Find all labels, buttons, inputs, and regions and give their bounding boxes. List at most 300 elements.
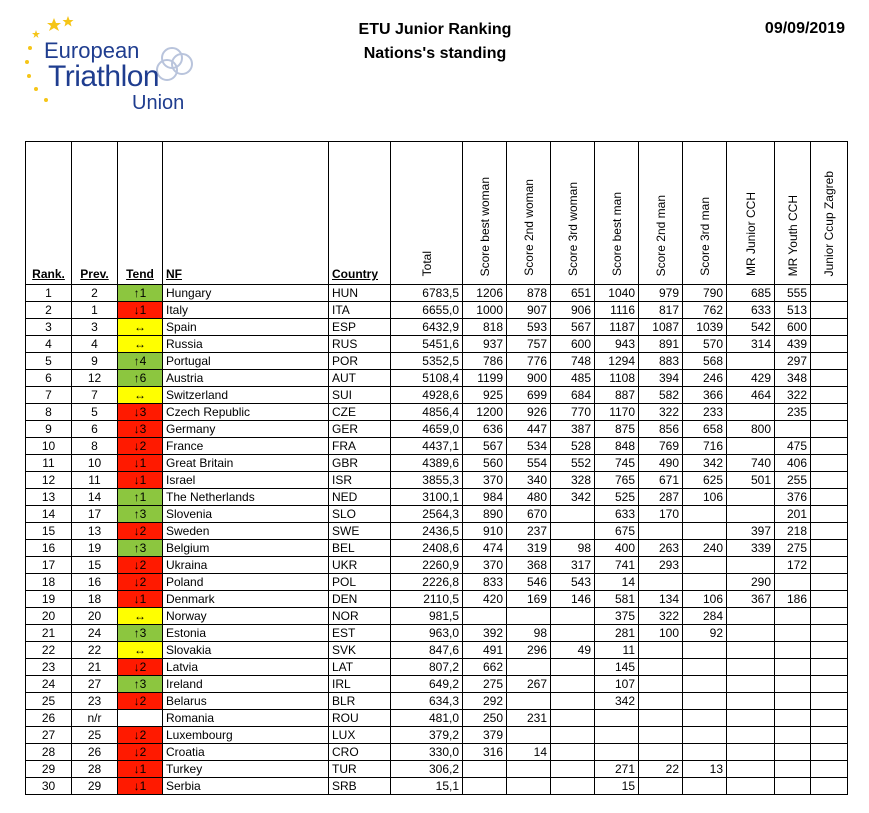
table-row <box>26 370 848 387</box>
tend-cell: ↓2 <box>118 574 163 591</box>
best-woman-cell: 491 <box>463 642 507 659</box>
table-row <box>26 642 848 659</box>
col-ccup-zagreb <box>811 142 848 285</box>
ranking-table <box>25 141 848 795</box>
best-woman-cell: 420 <box>463 591 507 608</box>
best-man-cell <box>595 744 639 761</box>
mr-youth-cell: 600 <box>775 319 811 336</box>
tend-cell: ↓1 <box>118 591 163 608</box>
prev-cell: 27 <box>72 676 118 693</box>
prev-cell: 7 <box>72 387 118 404</box>
etu-logo <box>22 12 202 114</box>
rank-cell: 28 <box>26 744 72 761</box>
2nd-woman-cell: 98 <box>507 625 551 642</box>
tend-cell <box>118 710 163 727</box>
3rd-man-cell: 570 <box>683 336 727 353</box>
table-row <box>26 302 848 319</box>
prev-cell: 11 <box>72 472 118 489</box>
rank-cell: 2 <box>26 302 72 319</box>
best-man-cell <box>595 710 639 727</box>
3rd-man-cell <box>683 710 727 727</box>
tend-cell: ↔ <box>118 642 163 659</box>
col-nf: NF <box>163 142 329 285</box>
best-man-cell: 145 <box>595 659 639 676</box>
mr-junior-cell: 429 <box>727 370 775 387</box>
2nd-man-cell: 394 <box>639 370 683 387</box>
3rd-man-cell: 284 <box>683 608 727 625</box>
mr-junior-cell <box>727 710 775 727</box>
ccup-zagreb-cell <box>811 693 848 710</box>
best-woman-cell: 910 <box>463 523 507 540</box>
country-cell: ESP <box>329 319 391 336</box>
table-row <box>26 608 848 625</box>
total-cell: 4389,6 <box>391 455 463 472</box>
table-row <box>26 506 848 523</box>
mr-youth-cell <box>775 642 811 659</box>
table-row <box>26 727 848 744</box>
tend-cell: ↓2 <box>118 727 163 744</box>
3rd-woman-cell <box>551 710 595 727</box>
3rd-woman-cell: 906 <box>551 302 595 319</box>
col-ccup-zagreb-label: Junior Ccup Zagreb <box>822 170 836 276</box>
total-cell: 3100,1 <box>391 489 463 506</box>
best-man-cell: 281 <box>595 625 639 642</box>
prev-cell: 15 <box>72 557 118 574</box>
rank-cell: 7 <box>26 387 72 404</box>
nf-cell: Czech Republic <box>163 404 329 421</box>
nf-cell: Israel <box>163 472 329 489</box>
ccup-zagreb-cell <box>811 744 848 761</box>
3rd-man-cell <box>683 778 727 795</box>
mr-youth-cell: 322 <box>775 387 811 404</box>
tend-cell: ↓3 <box>118 421 163 438</box>
country-cell: ISR <box>329 472 391 489</box>
table-row <box>26 693 848 710</box>
prev-cell: 21 <box>72 659 118 676</box>
ccup-zagreb-cell <box>811 421 848 438</box>
2nd-man-cell: 891 <box>639 336 683 353</box>
2nd-man-cell: 22 <box>639 761 683 778</box>
best-woman-cell: 786 <box>463 353 507 370</box>
best-man-cell: 15 <box>595 778 639 795</box>
nf-cell: Italy <box>163 302 329 319</box>
table-row <box>26 438 848 455</box>
mr-youth-cell: 275 <box>775 540 811 557</box>
mr-junior-cell <box>727 625 775 642</box>
ccup-zagreb-cell <box>811 489 848 506</box>
2nd-man-cell <box>639 659 683 676</box>
ccup-zagreb-cell <box>811 625 848 642</box>
table-row <box>26 285 848 302</box>
mr-junior-cell <box>727 693 775 710</box>
total-cell: 4659,0 <box>391 421 463 438</box>
2nd-woman-cell: 699 <box>507 387 551 404</box>
ccup-zagreb-cell <box>811 591 848 608</box>
mr-youth-cell: 235 <box>775 404 811 421</box>
col-2nd-woman <box>507 142 551 285</box>
col-3rd-man <box>683 142 727 285</box>
2nd-woman-cell: 593 <box>507 319 551 336</box>
total-cell: 2408,6 <box>391 540 463 557</box>
best-woman-cell: 370 <box>463 472 507 489</box>
2nd-woman-cell <box>507 659 551 676</box>
mr-youth-cell: 218 <box>775 523 811 540</box>
ccup-zagreb-cell <box>811 319 848 336</box>
2nd-man-cell <box>639 727 683 744</box>
nf-cell: Croatia <box>163 744 329 761</box>
ccup-zagreb-cell <box>811 523 848 540</box>
3rd-man-cell: 716 <box>683 438 727 455</box>
mr-junior-cell: 339 <box>727 540 775 557</box>
best-woman-cell: 636 <box>463 421 507 438</box>
tend-cell: ↔ <box>118 387 163 404</box>
mr-youth-cell <box>775 676 811 693</box>
tend-cell: ↑4 <box>118 353 163 370</box>
mr-youth-cell <box>775 778 811 795</box>
best-man-cell: 271 <box>595 761 639 778</box>
country-cell: SLO <box>329 506 391 523</box>
2nd-woman-cell: 231 <box>507 710 551 727</box>
total-cell: 981,5 <box>391 608 463 625</box>
logo-star-icon <box>63 16 74 27</box>
prev-cell: 22 <box>72 642 118 659</box>
3rd-woman-cell: 684 <box>551 387 595 404</box>
mr-youth-cell: 201 <box>775 506 811 523</box>
3rd-woman-cell: 600 <box>551 336 595 353</box>
3rd-woman-cell <box>551 608 595 625</box>
col-best-woman-label: Score best woman <box>477 176 492 276</box>
best-woman-cell: 890 <box>463 506 507 523</box>
2nd-man-cell <box>639 676 683 693</box>
3rd-woman-cell <box>551 727 595 744</box>
ccup-zagreb-cell <box>811 285 848 302</box>
total-cell: 6783,5 <box>391 285 463 302</box>
best-man-cell: 848 <box>595 438 639 455</box>
tend-cell: ↑1 <box>118 489 163 506</box>
3rd-woman-cell <box>551 506 595 523</box>
best-woman-cell <box>463 778 507 795</box>
country-cell: NOR <box>329 608 391 625</box>
table-row <box>26 778 848 795</box>
country-cell: SUI <box>329 387 391 404</box>
best-man-cell: 581 <box>595 591 639 608</box>
3rd-woman-cell: 770 <box>551 404 595 421</box>
table-row <box>26 319 848 336</box>
prev-cell: 3 <box>72 319 118 336</box>
rank-cell: 30 <box>26 778 72 795</box>
3rd-man-cell: 625 <box>683 472 727 489</box>
report-title-line2: Nations's standing <box>363 45 507 62</box>
nf-cell: Hungary <box>163 285 329 302</box>
tend-cell: ↔ <box>118 608 163 625</box>
best-man-cell: 342 <box>595 693 639 710</box>
total-cell: 5451,6 <box>391 336 463 353</box>
3rd-man-cell: 92 <box>683 625 727 642</box>
3rd-man-cell <box>683 676 727 693</box>
3rd-man-cell: 246 <box>683 370 727 387</box>
tend-cell: ↑3 <box>118 625 163 642</box>
prev-cell: 4 <box>72 336 118 353</box>
mr-junior-cell: 800 <box>727 421 775 438</box>
2nd-man-cell: 671 <box>639 472 683 489</box>
2nd-man-cell <box>639 710 683 727</box>
country-cell: FRA <box>329 438 391 455</box>
mr-youth-cell <box>775 693 811 710</box>
mr-junior-cell: 290 <box>727 574 775 591</box>
tend-cell: ↓2 <box>118 659 163 676</box>
prev-cell: 23 <box>72 693 118 710</box>
tend-cell: ↓3 <box>118 404 163 421</box>
total-cell: 379,2 <box>391 727 463 744</box>
2nd-man-cell: 817 <box>639 302 683 319</box>
mr-junior-cell <box>727 353 775 370</box>
ccup-zagreb-cell <box>811 336 848 353</box>
best-woman-cell: 567 <box>463 438 507 455</box>
3rd-woman-cell: 49 <box>551 642 595 659</box>
3rd-woman-cell <box>551 625 595 642</box>
mr-youth-cell: 376 <box>775 489 811 506</box>
mr-youth-cell: 513 <box>775 302 811 319</box>
rank-cell: 1 <box>26 285 72 302</box>
3rd-man-cell: 13 <box>683 761 727 778</box>
rank-cell: 26 <box>26 710 72 727</box>
2nd-man-cell: 322 <box>639 404 683 421</box>
table-row <box>26 472 848 489</box>
mr-junior-cell: 740 <box>727 455 775 472</box>
country-cell: TUR <box>329 761 391 778</box>
best-man-cell: 1294 <box>595 353 639 370</box>
total-cell: 15,1 <box>391 778 463 795</box>
3rd-woman-cell: 485 <box>551 370 595 387</box>
2nd-woman-cell: 480 <box>507 489 551 506</box>
best-man-cell: 1170 <box>595 404 639 421</box>
table-row <box>26 557 848 574</box>
country-cell: SVK <box>329 642 391 659</box>
total-cell: 807,2 <box>391 659 463 676</box>
3rd-woman-cell <box>551 693 595 710</box>
mr-junior-cell: 464 <box>727 387 775 404</box>
tend-cell: ↑3 <box>118 540 163 557</box>
ccup-zagreb-cell <box>811 676 848 693</box>
tend-cell: ↓1 <box>118 302 163 319</box>
mr-junior-cell <box>727 744 775 761</box>
logo-word-european: European <box>44 38 140 63</box>
total-cell: 2260,9 <box>391 557 463 574</box>
prev-cell: 12 <box>72 370 118 387</box>
report-date: 09/09/2019 <box>764 20 845 37</box>
col-best-man <box>595 142 639 285</box>
prev-cell: 14 <box>72 489 118 506</box>
country-cell: UKR <box>329 557 391 574</box>
col-best-woman <box>463 142 507 285</box>
mr-youth-cell: 475 <box>775 438 811 455</box>
best-woman-cell <box>463 761 507 778</box>
mr-youth-cell <box>775 608 811 625</box>
ccup-zagreb-cell <box>811 387 848 404</box>
country-cell: LAT <box>329 659 391 676</box>
2nd-woman-cell: 776 <box>507 353 551 370</box>
best-woman-cell: 818 <box>463 319 507 336</box>
prev-cell: 29 <box>72 778 118 795</box>
3rd-woman-cell: 543 <box>551 574 595 591</box>
3rd-man-cell: 106 <box>683 489 727 506</box>
total-cell: 2564,3 <box>391 506 463 523</box>
nf-cell: Poland <box>163 574 329 591</box>
rank-cell: 22 <box>26 642 72 659</box>
mr-junior-cell <box>727 557 775 574</box>
2nd-man-cell: 883 <box>639 353 683 370</box>
nf-cell: Slovakia <box>163 642 329 659</box>
total-cell: 2436,5 <box>391 523 463 540</box>
best-woman-cell: 275 <box>463 676 507 693</box>
2nd-man-cell <box>639 744 683 761</box>
mr-youth-cell <box>775 574 811 591</box>
country-cell: RUS <box>329 336 391 353</box>
nf-cell: Austria <box>163 370 329 387</box>
col-mr-youth <box>775 142 811 285</box>
table-row <box>26 676 848 693</box>
total-cell: 4856,4 <box>391 404 463 421</box>
col-total <box>391 142 463 285</box>
country-cell: HUN <box>329 285 391 302</box>
3rd-man-cell: 790 <box>683 285 727 302</box>
rank-cell: 10 <box>26 438 72 455</box>
total-cell: 6432,9 <box>391 319 463 336</box>
nf-cell: Estonia <box>163 625 329 642</box>
best-man-cell <box>595 727 639 744</box>
logo-word-triathlon: Triathlon <box>48 60 160 93</box>
country-cell: POR <box>329 353 391 370</box>
ccup-zagreb-cell <box>811 353 848 370</box>
best-woman-cell: 937 <box>463 336 507 353</box>
best-woman-cell <box>463 608 507 625</box>
2nd-woman-cell <box>507 761 551 778</box>
best-man-cell: 1108 <box>595 370 639 387</box>
ranking-body <box>26 285 848 795</box>
tend-cell: ↔ <box>118 336 163 353</box>
country-cell: NED <box>329 489 391 506</box>
table-row <box>26 659 848 676</box>
mr-junior-cell: 314 <box>727 336 775 353</box>
tend-cell: ↓2 <box>118 693 163 710</box>
best-man-cell: 765 <box>595 472 639 489</box>
3rd-woman-cell: 567 <box>551 319 595 336</box>
prev-cell: 13 <box>72 523 118 540</box>
best-man-cell: 875 <box>595 421 639 438</box>
best-woman-cell: 662 <box>463 659 507 676</box>
2nd-woman-cell: 900 <box>507 370 551 387</box>
2nd-woman-cell: 534 <box>507 438 551 455</box>
table-row <box>26 336 848 353</box>
nf-cell: Germany <box>163 421 329 438</box>
nf-cell: Luxembourg <box>163 727 329 744</box>
best-woman-cell: 292 <box>463 693 507 710</box>
country-cell: GBR <box>329 455 391 472</box>
table-row <box>26 404 848 421</box>
2nd-woman-cell: 546 <box>507 574 551 591</box>
3rd-man-cell: 762 <box>683 302 727 319</box>
prev-cell: 24 <box>72 625 118 642</box>
2nd-woman-cell: 296 <box>507 642 551 659</box>
3rd-woman-cell <box>551 523 595 540</box>
rank-cell: 5 <box>26 353 72 370</box>
3rd-man-cell: 1039 <box>683 319 727 336</box>
best-woman-cell: 1000 <box>463 302 507 319</box>
3rd-man-cell <box>683 557 727 574</box>
mr-youth-cell <box>775 727 811 744</box>
mr-junior-cell <box>727 438 775 455</box>
rank-cell: 27 <box>26 727 72 744</box>
tend-cell: ↑6 <box>118 370 163 387</box>
mr-junior-cell <box>727 404 775 421</box>
2nd-man-cell <box>639 778 683 795</box>
2nd-woman-cell: 926 <box>507 404 551 421</box>
2nd-man-cell: 287 <box>639 489 683 506</box>
2nd-woman-cell: 237 <box>507 523 551 540</box>
mr-junior-cell <box>727 642 775 659</box>
nf-cell: Romania <box>163 710 329 727</box>
rank-cell: 15 <box>26 523 72 540</box>
logo-star-icon <box>32 30 40 38</box>
nf-cell: Switzerland <box>163 387 329 404</box>
2nd-woman-cell: 878 <box>507 285 551 302</box>
nf-cell: Ukraina <box>163 557 329 574</box>
best-woman-cell: 1200 <box>463 404 507 421</box>
rank-cell: 4 <box>26 336 72 353</box>
mr-youth-cell <box>775 761 811 778</box>
prev-cell: 26 <box>72 744 118 761</box>
3rd-woman-cell <box>551 778 595 795</box>
col-mr-junior <box>727 142 775 285</box>
3rd-woman-cell: 552 <box>551 455 595 472</box>
tend-cell: ↓2 <box>118 438 163 455</box>
mr-youth-cell: 348 <box>775 370 811 387</box>
best-woman-cell: 560 <box>463 455 507 472</box>
3rd-woman-cell: 317 <box>551 557 595 574</box>
ccup-zagreb-cell <box>811 404 848 421</box>
3rd-woman-cell <box>551 761 595 778</box>
ccup-zagreb-cell <box>811 778 848 795</box>
2nd-man-cell <box>639 693 683 710</box>
3rd-man-cell <box>683 506 727 523</box>
country-cell: SRB <box>329 778 391 795</box>
2nd-man-cell: 582 <box>639 387 683 404</box>
best-woman-cell: 250 <box>463 710 507 727</box>
mr-junior-cell: 501 <box>727 472 775 489</box>
rank-cell: 3 <box>26 319 72 336</box>
mr-junior-cell <box>727 659 775 676</box>
total-cell: 2226,8 <box>391 574 463 591</box>
tend-cell: ↔ <box>118 319 163 336</box>
tend-cell: ↓1 <box>118 472 163 489</box>
table-header-row <box>26 142 848 285</box>
mr-youth-cell: 555 <box>775 285 811 302</box>
rank-cell: 13 <box>26 489 72 506</box>
prev-cell: 19 <box>72 540 118 557</box>
col-best-man-label: Score best man <box>609 191 624 276</box>
tend-cell: ↑3 <box>118 676 163 693</box>
tend-cell: ↓1 <box>118 778 163 795</box>
2nd-woman-cell: 319 <box>507 540 551 557</box>
2nd-man-cell: 134 <box>639 591 683 608</box>
table-row <box>26 574 848 591</box>
total-cell: 634,3 <box>391 693 463 710</box>
rank-cell: 23 <box>26 659 72 676</box>
2nd-man-cell: 490 <box>639 455 683 472</box>
total-cell: 306,2 <box>391 761 463 778</box>
table-row <box>26 540 848 557</box>
tend-cell: ↓2 <box>118 744 163 761</box>
